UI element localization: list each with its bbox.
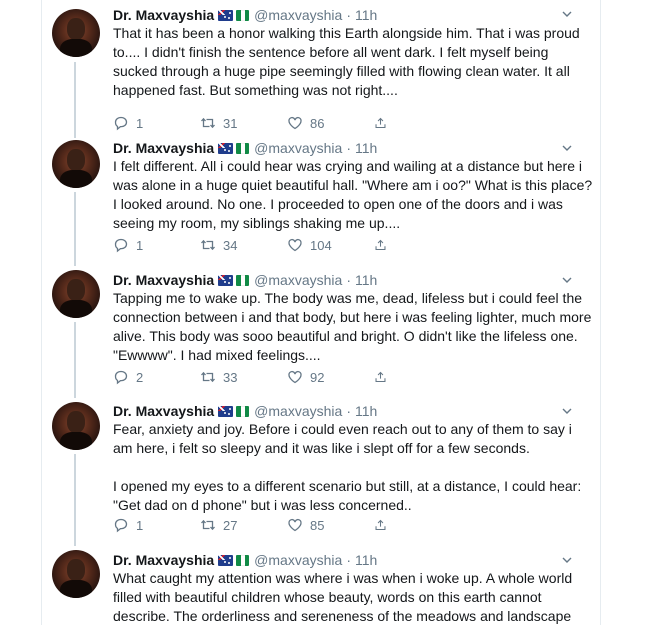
like-button[interactable]	[287, 517, 374, 533]
chevron-down-icon[interactable]	[561, 142, 573, 154]
tweet-header	[113, 138, 377, 158]
australia-flag-icon	[218, 555, 233, 566]
heart-outline-icon	[287, 115, 303, 131]
separator-dot: ·	[346, 403, 351, 419]
author-name[interactable]: Dr. Maxvayshia	[113, 552, 215, 568]
reply-button[interactable]	[113, 369, 200, 385]
nigeria-flag-icon	[236, 406, 249, 417]
tweet-paragraph: Tapping me to wake up. The body was me, dead, lifeless but i could feel the connection between i and that body, but here i was feeling lighter, much more alive. This body was sooo beautiful and bright. O didn't like the lifeless one. "Ewwww". I had mixed feelings....	[113, 290, 596, 363]
share-button[interactable]	[374, 115, 394, 131]
nigeria-flag-icon	[236, 555, 249, 566]
retweet-button[interactable]	[200, 517, 287, 533]
tweet-header	[113, 550, 377, 570]
author-handle[interactable]: @maxvayshia	[254, 272, 343, 288]
reply-button[interactable]	[113, 237, 200, 253]
tweet-header	[113, 401, 377, 421]
retweet-arrows-icon	[200, 369, 216, 385]
retweet-count: 27	[223, 517, 238, 533]
tweet-paragraph: That it has been a honor walking this Earth alongside him. That i was proud to.... I didn't finish the sentence before all went dark. I felt myself being sucked through a huge pipe seemingly filled with flowing clean water. It all happened fast. But something was not right....	[113, 25, 584, 98]
share-button[interactable]	[374, 369, 394, 385]
author-handle[interactable]: @maxvayshia	[254, 7, 343, 23]
australia-flag-icon	[218, 143, 233, 154]
heart-outline-icon	[287, 369, 303, 385]
chevron-down-icon[interactable]	[561, 8, 573, 20]
like-count: 92	[310, 369, 325, 385]
reply-bubble-icon	[113, 517, 129, 533]
retweet-arrows-icon	[200, 517, 216, 533]
separator-dot: ·	[346, 552, 351, 568]
nigeria-flag-icon	[236, 10, 249, 21]
reply-bubble-icon	[113, 369, 129, 385]
nigeria-flag-icon	[236, 143, 249, 154]
nigeria-flag-icon	[236, 275, 249, 286]
share-upload-icon	[374, 237, 387, 253]
reply-bubble-icon	[113, 237, 129, 253]
like-count: 104	[310, 237, 332, 253]
avatar[interactable]	[52, 402, 100, 450]
tweet-header	[113, 270, 377, 290]
avatar[interactable]	[52, 550, 100, 598]
author-name[interactable]: Dr. Maxvayshia	[113, 140, 215, 156]
tweet-text	[113, 289, 596, 365]
like-button[interactable]	[287, 237, 374, 253]
tweet-paragraph: I felt different. All i could hear was crying and wailing at a distance but here i was alone in a huge quiet beautiful hall. "Where am i oo?" What is this place? I looked around. No one. I proceeded to open one of the doors and i was seeing my room, my siblings shaking me up....	[113, 158, 597, 231]
thread-connector-line	[74, 62, 76, 138]
tweet-header	[113, 5, 377, 25]
author-handle[interactable]: @maxvayshia	[254, 403, 343, 419]
retweet-button[interactable]	[200, 369, 287, 385]
separator-dot: ·	[346, 272, 351, 288]
tweet-thread	[41, 0, 601, 625]
share-upload-icon	[374, 517, 387, 533]
australia-flag-icon	[218, 275, 233, 286]
retweet-count: 34	[223, 237, 238, 253]
share-button[interactable]	[374, 517, 394, 533]
separator-dot: ·	[346, 7, 351, 23]
chevron-down-icon[interactable]	[561, 405, 573, 417]
tweet[interactable]	[42, 268, 601, 398]
author-name[interactable]: Dr. Maxvayshia	[113, 7, 215, 23]
reply-count: 2	[136, 369, 144, 385]
reply-count: 1	[136, 115, 144, 131]
reply-bubble-icon	[113, 115, 129, 131]
avatar[interactable]	[52, 270, 100, 318]
reply-button[interactable]	[113, 517, 200, 533]
chevron-down-icon[interactable]	[561, 554, 573, 566]
australia-flag-icon	[218, 406, 233, 417]
tweet-text	[113, 24, 593, 100]
chevron-down-icon[interactable]	[561, 274, 573, 286]
retweet-button[interactable]	[200, 115, 287, 131]
tweet-actions	[113, 367, 394, 387]
tweet-paragraph: What caught my attention was where i was when i woke up. A whole world filled with beautiful children whose beauty, words on this earth cannot describe. The orderliness and sereneness of the meadows and landscape	[113, 570, 577, 624]
thread-connector-line	[74, 192, 76, 266]
retweet-button[interactable]	[200, 237, 287, 253]
tweet-timestamp[interactable]: 11h	[354, 552, 378, 568]
tweet[interactable]	[42, 548, 601, 625]
author-handle[interactable]: @maxvayshia	[254, 552, 343, 568]
like-count: 86	[310, 115, 325, 131]
tweet-timestamp[interactable]: 11h	[354, 272, 378, 288]
tweet-timestamp[interactable]: 11h	[354, 140, 378, 156]
tweet-paragraph: Fear, anxiety and joy. Before i could even reach out to any of them to say i am here, i felt so sleepy and it was like i slept off for a few seconds.	[113, 421, 576, 456]
like-button[interactable]	[287, 369, 374, 385]
reply-count: 1	[136, 237, 144, 253]
separator-dot: ·	[346, 140, 351, 156]
thread-connector-line	[74, 454, 76, 546]
tweet-text	[113, 157, 597, 233]
reply-count: 1	[136, 517, 144, 533]
retweet-count: 31	[223, 115, 238, 131]
tweet[interactable]	[42, 400, 601, 546]
author-name[interactable]: Dr. Maxvayshia	[113, 272, 215, 288]
share-button[interactable]	[374, 237, 394, 253]
like-count: 85	[310, 517, 325, 533]
retweet-arrows-icon	[200, 237, 216, 253]
heart-outline-icon	[287, 237, 303, 253]
avatar[interactable]	[52, 9, 100, 57]
tweet-timestamp[interactable]: 11h	[354, 403, 378, 419]
tweet-actions	[113, 113, 394, 133]
tweet-timestamp[interactable]: 11h	[354, 7, 378, 23]
tweet-actions	[113, 235, 394, 255]
reply-button[interactable]	[113, 115, 200, 131]
tweet-paragraph: I opened my eyes to a different scenario but still, at a distance, I could hear: "Get dad on d phone" but i was less concerned..	[113, 478, 586, 513]
australia-flag-icon	[218, 10, 233, 21]
tweet[interactable]	[42, 0, 601, 138]
like-button[interactable]	[287, 115, 374, 131]
tweet-actions	[113, 515, 394, 535]
share-upload-icon	[374, 115, 387, 131]
tweet[interactable]	[42, 138, 601, 266]
tweet-text	[113, 569, 593, 625]
author-handle[interactable]: @maxvayshia	[254, 140, 343, 156]
avatar[interactable]	[52, 140, 100, 188]
heart-outline-icon	[287, 517, 303, 533]
share-upload-icon	[374, 369, 387, 385]
retweet-arrows-icon	[200, 115, 216, 131]
tweet-text	[113, 420, 593, 515]
author-name[interactable]: Dr. Maxvayshia	[113, 403, 215, 419]
retweet-count: 33	[223, 369, 238, 385]
thread-connector-line	[74, 322, 76, 398]
